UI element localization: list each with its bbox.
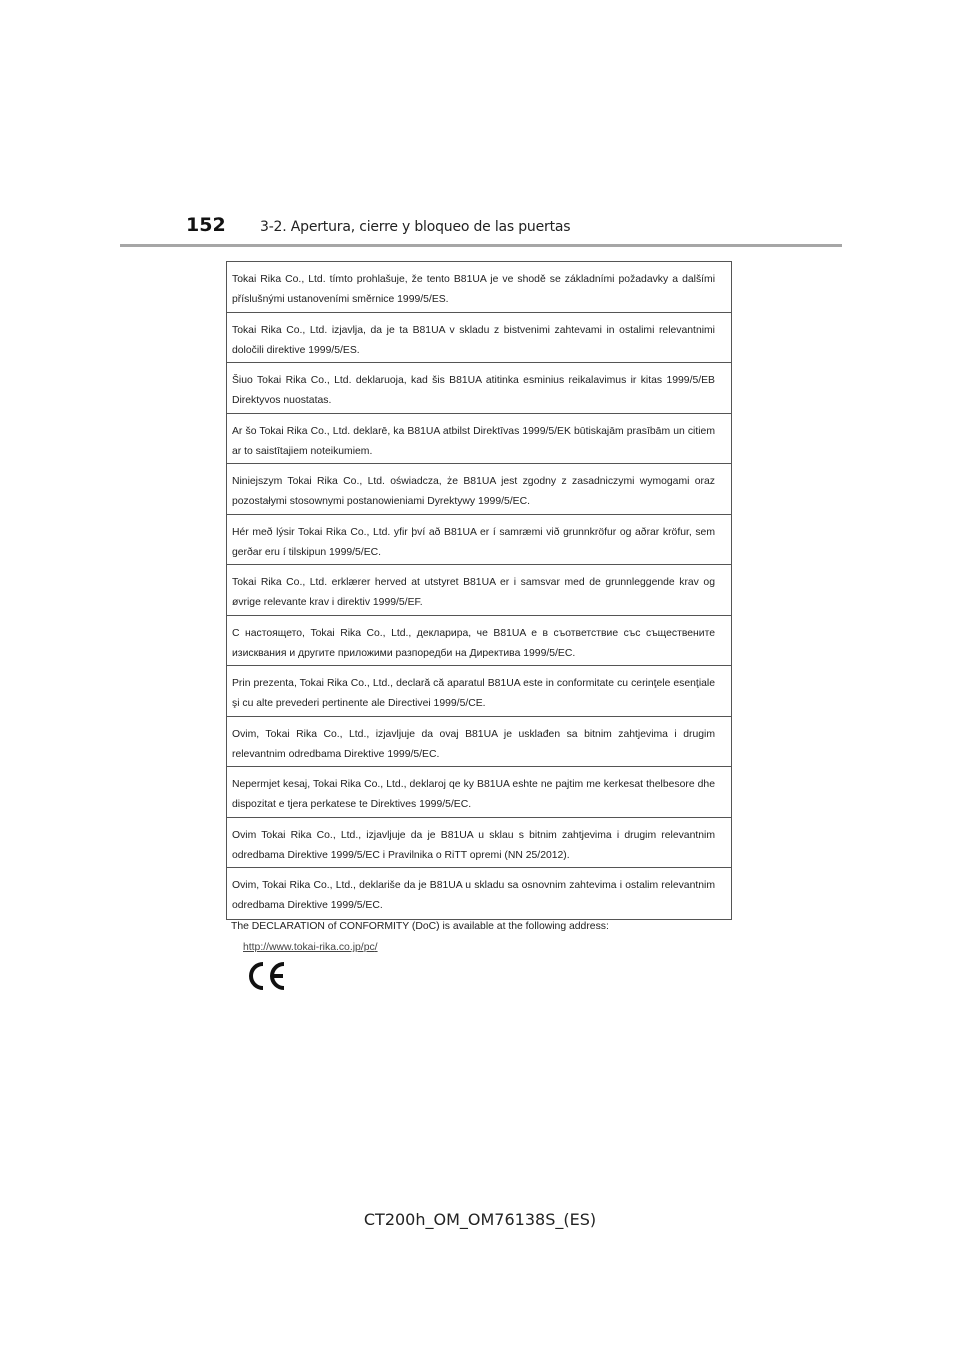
declaration-row: Prin prezenta, Tokai Rika Co., Ltd., declară că aparatul B81UA este in conformitate cu cerinţele esenţiale şi cu alte prevederi pertinente ale Directivei 1999/5/CE. — [227, 666, 731, 717]
declaration-row: Šiuo Tokai Rika Co., Ltd. deklaruoja, kad šis B81UA atitinka esminius reikalavimus ir kitas 1999/5/EB Direktyvos nuostatas. — [227, 363, 731, 414]
doc-link-line — [243, 942, 378, 953]
declaration-row: Tokai Rika Co., Ltd. tímto prohlašuje, že tento B81UA je ve shodě se základními požadavky a dalšími příslušnými ustanoveními směrnice 1999/5/ES. — [227, 262, 731, 313]
doc-link-suffix: / — [374, 942, 378, 953]
header-divider — [120, 244, 842, 247]
page-header — [0, 214, 960, 244]
declaration-row: Tokai Rika Co., Ltd. izjavlja, da je ta B81UA v skladu z bistvenimi zahtevami in ostalimi relevantnimi določili direktive 1999/5/ES. — [227, 313, 731, 364]
declaration-row: Ovim Tokai Rika Co., Ltd., izjavljuje da je B81UA u sklau s bitnim zahtjevima i drugim relevantnim odredbama Direktive 1999/5/EC i Pravilnika o RiTT opremi (NN 25/2012). — [227, 818, 731, 869]
declaration-row: Nepermjet kesaj, Tokai Rika Co., Ltd., deklaroj qe ky B81UA eshte ne pajtim me kerkesat thelbesore dhe dispozitat e tjera perkatese te Direktives 1999/5/EC. — [227, 767, 731, 818]
doc-availability-note: The DECLARATION of CONFORMITY (DoC) is available at the following address: — [231, 921, 609, 932]
section-title: 3-2. Apertura, cierre y bloqueo de las puertas — [260, 219, 571, 235]
declaration-row: Tokai Rika Co., Ltd. erklærer herved at utstyret B81UA er i samsvar med de grunnleggende krav og øvrige relevante krav i direktiv 1999/5/EF. — [227, 565, 731, 616]
ce-mark-icon — [246, 960, 290, 992]
declaration-row: Niniejszym Tokai Rika Co., Ltd. oświadcza, że B81UA jest zgodny z zasadniczymi wymogami oraz pozostałymi stosownymi postanowieniami Dyrektywy 1999/5/EC. — [227, 464, 731, 515]
declaration-row: Hér með lýsir Tokai Rika Co., Ltd. yfir því að B81UA er í samræmi við grunnkröfur og aðrar kröfur, sem gerðar eru í tilskipun 1999/5/EC. — [227, 515, 731, 566]
document-code: CT200h_OM_OM76138S_(ES) — [363, 1210, 597, 1229]
declaration-row: Ovim, Tokai Rika Co., Ltd., izjavljuje da ovaj B81UA je usklađen sa bitnim zahtjevima i drugim relevantnim odredbama Direktive 1999/5/EC. — [227, 717, 731, 768]
doc-link[interactable]: http://www.tokai-rika.co.jp/pc — [243, 942, 375, 953]
declarations-table — [226, 261, 732, 920]
page-number: 152 — [186, 214, 226, 236]
declaration-row: Ovim, Tokai Rika Co., Ltd., deklariše da je B81UA u skladu sa osnovnim zahtevima i ostalim relevantnim odredbama Direktive 1999/5/EC. — [232, 880, 715, 911]
declaration-row: Ar šo Tokai Rika Co., Ltd. deklarē, ka B81UA atbilst Direktīvas 1999/5/EK būtiskajām prasībām un citiem ar to saistītajiem noteikumiem. — [227, 414, 731, 465]
declaration-row: С настоящето, Tokai Rika Co., Ltd., декларира, че B81UA е в съответствие със съществените изисквания и другите приложими разпоредби на Директива 1999/5/ЕС. — [227, 616, 731, 667]
